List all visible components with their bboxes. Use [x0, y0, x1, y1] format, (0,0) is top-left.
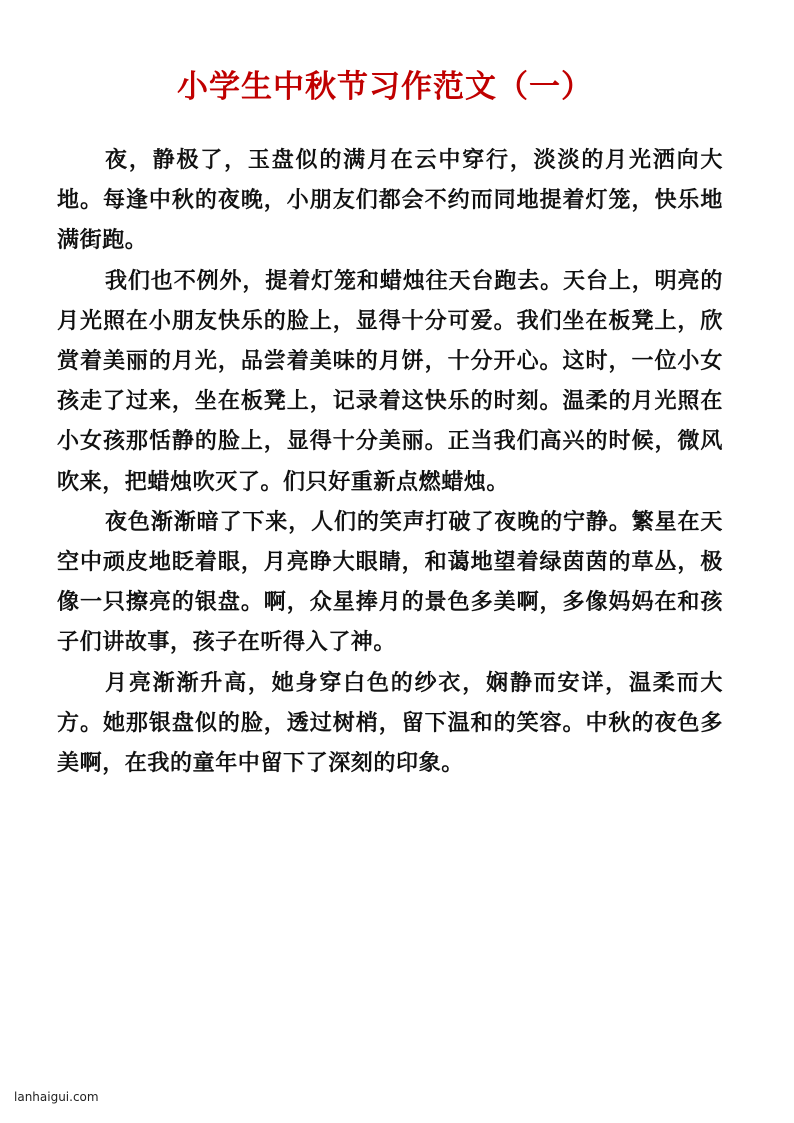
article-body	[57, 141, 723, 784]
paragraph-4: 月亮渐渐升高，她身穿白色的纱衣，娴静而安详，温柔而大方。她那银盘似的脸，透过树梢，留下温和的笑容。中秋的夜色多美啊，在我的童年中留下了深刻的印象。	[57, 670, 723, 777]
paragraph-2: 我们也不例外，提着灯笼和蜡烛往天台跑去。天台上，明亮的月光照在小朋友快乐的脸上，显得十分可爱。我们坐在板凳上，欣赏着美丽的月光，品尝着美味的月饼，十分开心。这时，一位小女孩走了过来，坐在板凳上，记录着这快乐的时刻。温柔的月光照在小女孩那恬静的脸上，显得十分美丽。正当我们高兴的时候，微风吹来，把蜡烛吹灭了。们只好重新点燃蜡烛。	[57, 268, 723, 495]
footer-watermark: lanhaigui.com	[14, 1090, 99, 1104]
document-title: 小学生中秋节习作范文（一）	[177, 69, 593, 105]
paragraph-3: 夜色渐渐暗了下来，人们的笑声打破了夜晚的宁静。繁星在天空中顽皮地眨着眼，月亮睁大眼睛，和蔼地望着绿茵茵的草丛，极像一只擦亮的银盘。啊，众星捧月的景色多美啊，多像妈妈在和孩子们讲故事，孩子在听得入了神。	[57, 509, 723, 656]
paragraph-1: 夜，静极了，玉盘似的满月在云中穿行，淡淡的月光洒向大地。每逢中秋的夜晚，小朋友们都会不约而同地提着灯笼，快乐地满街跑。	[57, 148, 723, 254]
